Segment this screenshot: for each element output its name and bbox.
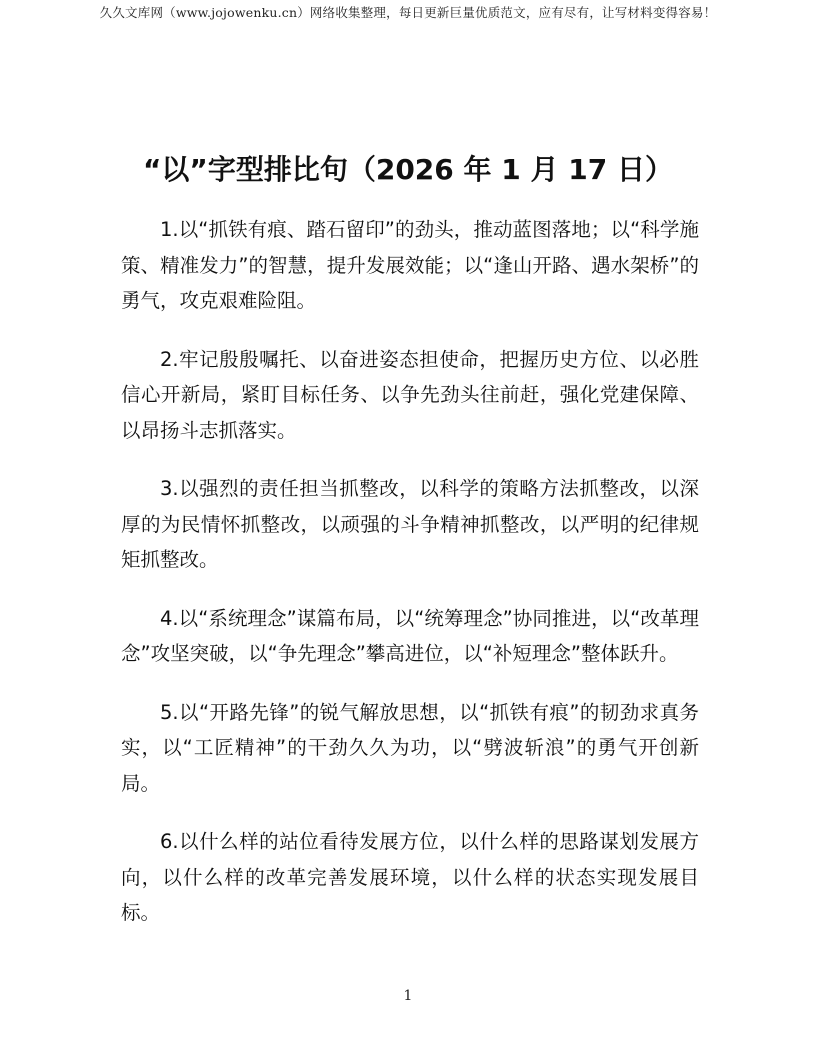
paragraph-5: 5.以“开路先锋”的锐气解放思想，以“抓铁有痕”的韧劲求真务实，以“工匠精神”的干劲久久为功，以“劈波斩浪”的勇气开创新局。: [121, 700, 699, 795]
header-banner: 久久文库网（www.jojowenku.cn）网络收集整理，每日更新巨量优质范文，应有尽有，让写材料变得容易！: [99, 5, 717, 20]
paragraph-3: 3.以强烈的责任担当抓整改，以科学的策略方法抓整改，以深厚的为民情怀抓整改，以顽强的斗争精神抓整改，以严明的纪律规矩抓整改。: [121, 477, 699, 571]
document-body: [121, 212, 699, 954]
paragraph-1: 1.以“抓铁有痕、踏石留印”的劲头，推动蓝图落地；以“科学施策、精准发力”的智慧，提升发展效能；以“逢山开路、遇水架桥”的勇气，攻克艰难险阻。: [121, 218, 699, 312]
paragraph-2: 2.牢记殷殷嘱托、以奋进姿态担使命，把握历史方位、以必胜信心开新局，紧盯目标任务、以争先劲头往前赶，强化党建保障、以昂扬斗志抓落实。: [121, 347, 699, 442]
document-title: “以”字型排比句（2026 年 1 月 17 日）: [143, 153, 673, 186]
paragraph-6: 6.以什么样的站位看待发展方位，以什么样的思路谋划发展方向，以什么样的改革完善发展环境，以什么样的状态实现发展目标。: [121, 830, 699, 924]
page-number: 1: [403, 988, 413, 1004]
paragraph-4: 4.以“系统理念”谋篇布局，以“统筹理念”协同推进，以“改革理念”攻坚突破，以“争先理念”攀高进位，以“补短理念”整体跃升。: [121, 606, 699, 665]
